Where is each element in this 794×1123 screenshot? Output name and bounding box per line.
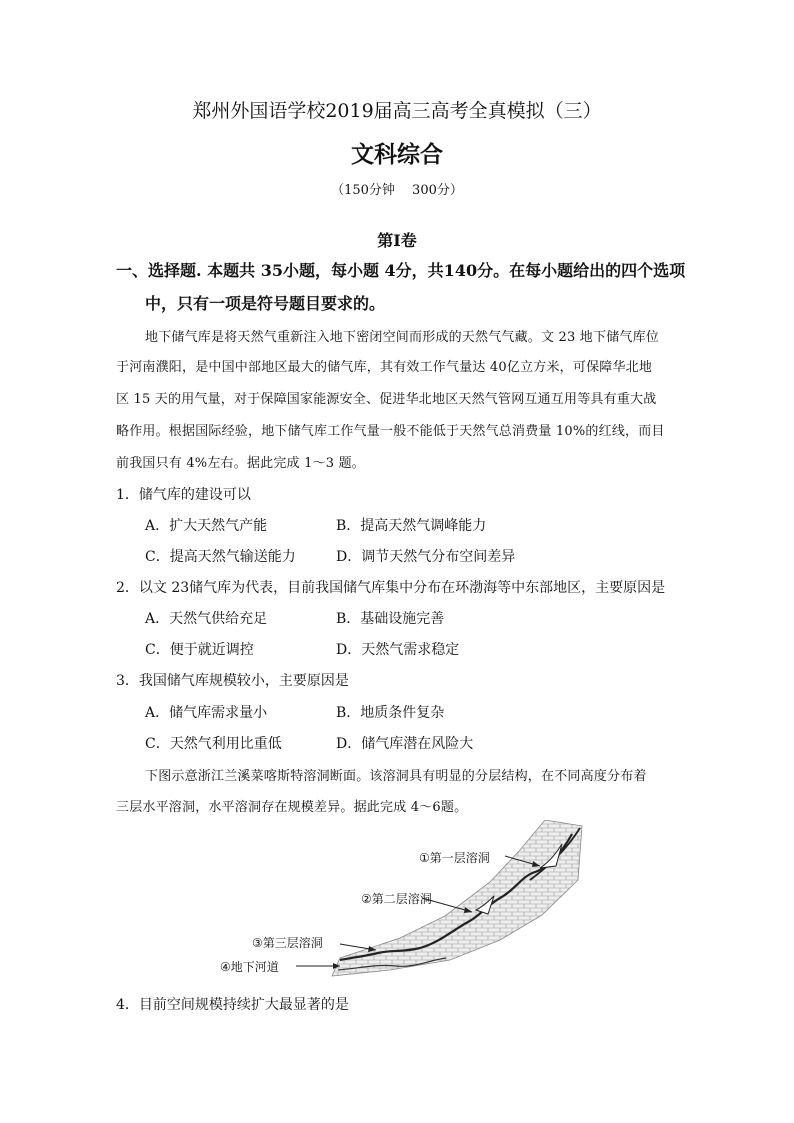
passage-line: 区 15 天的用气量，对于保障国家能源安全、促进华北地区天然气管网互通互用等具有重大战 [116,392,657,407]
question-stem: 1．储气库的建设可以 [116,487,251,503]
option-a: A．储气库需求量小 [145,705,268,721]
question-stem: 2．以文 23储气库为代表，目前我国储气库集中分布在环渤海等中东部地区，主要原因是 [116,580,666,596]
option-a: A．天然气供给充足 [145,611,268,627]
passage-line: 于河南濮阳，是中国中部地区最大的储气库，其有效工作气量达 40亿立方米，可保障华北地 [116,360,653,375]
subject-title: 文科综合 [351,141,443,168]
figure-label-layer2: ②第二层溶洞 [361,892,432,906]
passage-line: 略作用。根据国际经验，地下储气库工作气量一般不能低于天然气总消费量 10%的红线，而目 [116,424,665,439]
passage-line: 下图示意浙江兰溪菜喀斯特溶洞断面。该溶洞具有明显的分层结构，在不同高度分布着 [145,769,647,784]
question-4-stem: 4．目前空间规模持续扩大最显著的是 [116,997,349,1013]
passage-line: 前我国只有 4%左右。据此完成 1～3 题。 [116,456,365,471]
option-d: D．天然气需求稳定 [336,642,460,658]
question-stem: 3．我国储气库规模较小，主要原因是 [116,673,349,689]
figure-label-layer1: ①第一层溶洞 [419,851,490,865]
option-d: D．储气库潜在风险大 [336,736,474,752]
option-b: B．基础设施完善 [336,611,445,627]
volume-heading: 第Ⅰ卷 [377,231,417,250]
option-b: B．地质条件复杂 [336,705,445,721]
option-a: A．扩大天然气产能 [145,518,268,534]
option-c: C．提高天然气输送能力 [145,549,296,565]
section-instruction-line1: 一、选择题. 本题共 35小题，每小题 4分，共140分。在每小题给出的四个选项 [116,261,686,280]
exam-title: 郑州外国语学校2019届高三高考全真模拟（三） [192,100,602,122]
passage-line: 三层水平溶洞，水平溶洞存在规模差异。据此完成 4～6题。 [116,800,468,815]
figure-label-layer3: ③第三层溶洞 [252,936,323,950]
option-c: C．便于就近调控 [145,642,254,658]
option-c: C．天然气利用比重低 [145,736,282,752]
passage-line: 地下储气库是将天然气重新注入地下密闭空间而形成的天然气气藏。文 23 地下储气库位 [145,330,660,345]
section-instruction-line2: 中，只有一项是符号题目要求的。 [145,294,386,313]
exam-duration: （150分钟 300分） [331,183,463,198]
option-d: D．调节天然气分布空间差异 [336,549,516,565]
option-b: B．提高天然气调峰能力 [336,518,487,534]
figure-label-river: ④地下河道 [220,960,279,974]
